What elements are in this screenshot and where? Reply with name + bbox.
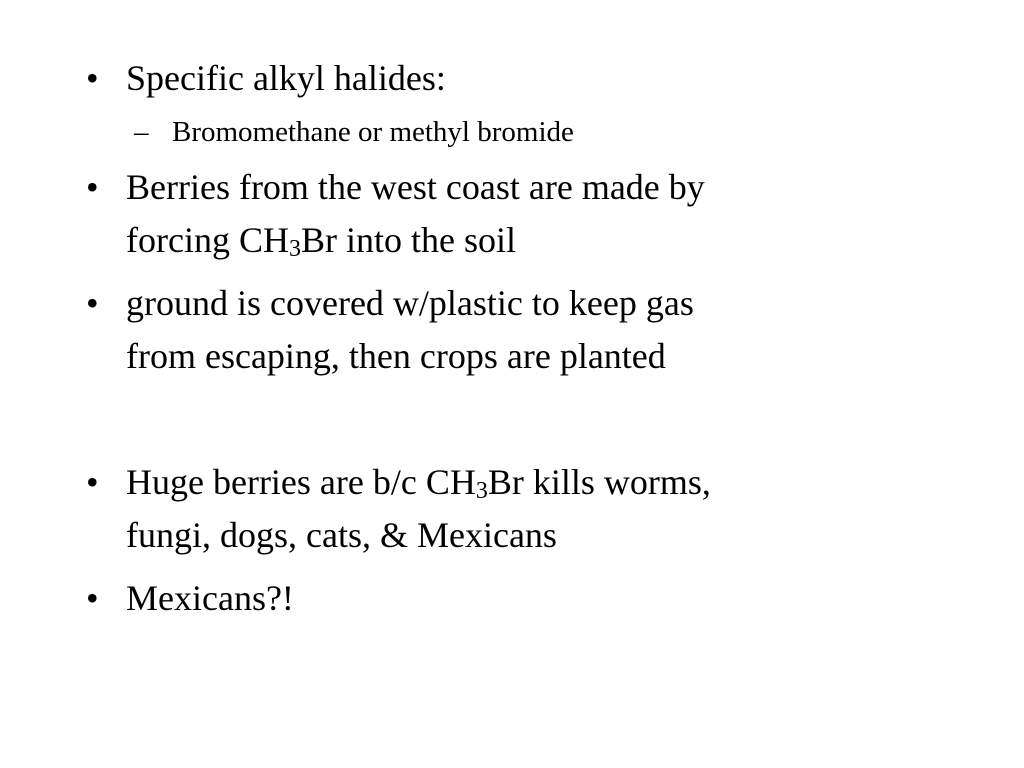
subscript-number: 3 (475, 478, 488, 504)
slide-body (86, 52, 886, 625)
bullet-marker: • (86, 578, 99, 618)
subscript-number: 3 (288, 236, 301, 262)
bullet-marker: • (86, 58, 99, 98)
bullet-marker: • (86, 462, 99, 502)
bullet-marker: • (86, 167, 99, 207)
bullet-text: Specific alkyl halides: (126, 58, 446, 98)
text-segment: Huge berries are b/c CH (126, 462, 476, 502)
bullet-text: Mexicans?! (126, 578, 294, 618)
text-segment: forcing CH (126, 220, 289, 260)
bullet-marker: • (86, 283, 99, 323)
text-segment: Br kills worms, (487, 462, 711, 502)
bullet-line-1 (126, 456, 886, 509)
bullet-item-2 (86, 161, 886, 267)
bullet-line-2: from escaping, then crops are planted (126, 336, 666, 376)
sub-bullet-marker: – (134, 116, 149, 148)
text-segment: Br into the soil (300, 220, 516, 260)
sub-bullet-item-1 (86, 112, 886, 152)
bullet-line-1: Berries from the west coast are made by (126, 167, 705, 207)
bullet-item-3 (86, 277, 886, 383)
bullet-item-1 (86, 52, 886, 105)
bullet-line-1: ground is covered w/plastic to keep gas (126, 283, 694, 323)
bullet-line-2: fungi, dogs, cats, & Mexicans (126, 515, 557, 555)
sub-bullet-text: Bromomethane or methyl bromide (172, 116, 574, 148)
bullet-item-4 (86, 456, 886, 562)
bullet-item-5 (86, 572, 886, 625)
bullet-line-2 (126, 214, 886, 267)
